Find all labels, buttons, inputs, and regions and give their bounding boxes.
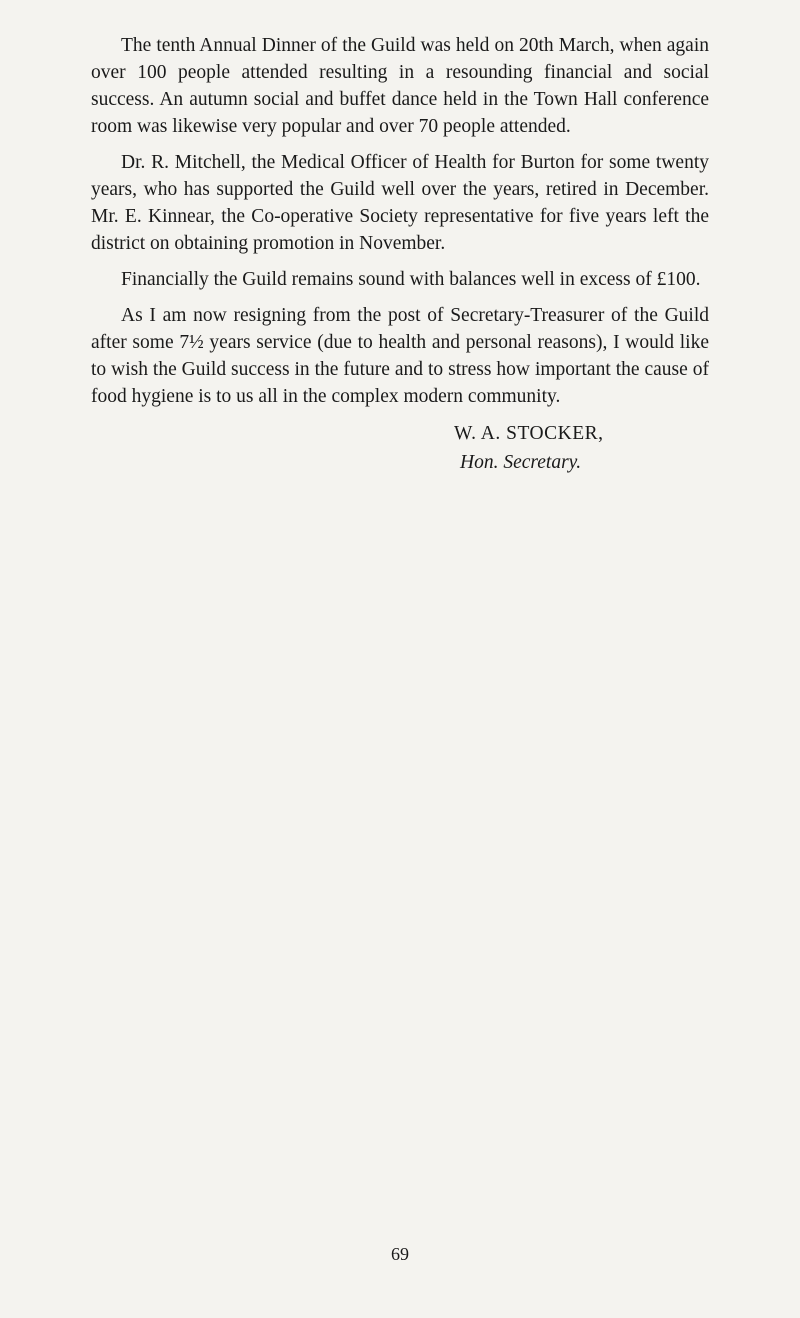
paragraph-resignation: As I am now resigning from the post of Secretary-Treasurer of the Guild after some 7½ years service (due to health and personal reasons), I would like to wish the Guild success in the future and to stress how important the cause of food hygiene is to us all in the complex modern community.	[91, 305, 709, 407]
signature-title: Hon. Secretary.	[460, 452, 582, 473]
signature-name: W. A. STOCKER,	[454, 423, 604, 444]
document-page	[91, 32, 709, 477]
signature-block	[91, 419, 709, 477]
page-number: 69	[391, 1244, 409, 1264]
paragraph-retirements: Dr. R. Mitchell, the Medical Officer of Health for Burton for some twenty years, who has supported the Guild well over the years, retired in December. Mr. E. Kinnear, the Co-operative Society representative for five years left the district on obtaining promotion in November.	[91, 152, 709, 254]
paragraph-annual-dinner: The tenth Annual Dinner of the Guild was held on 20th March, when again over 100 people attended resulting in a resounding financial and social success. An autumn social and buffet dance held in the Town Hall conference room was likewise very popular and over 70 people attended.	[91, 35, 709, 137]
paragraph-finances: Financially the Guild remains sound with balances well in excess of £100.	[121, 269, 701, 290]
